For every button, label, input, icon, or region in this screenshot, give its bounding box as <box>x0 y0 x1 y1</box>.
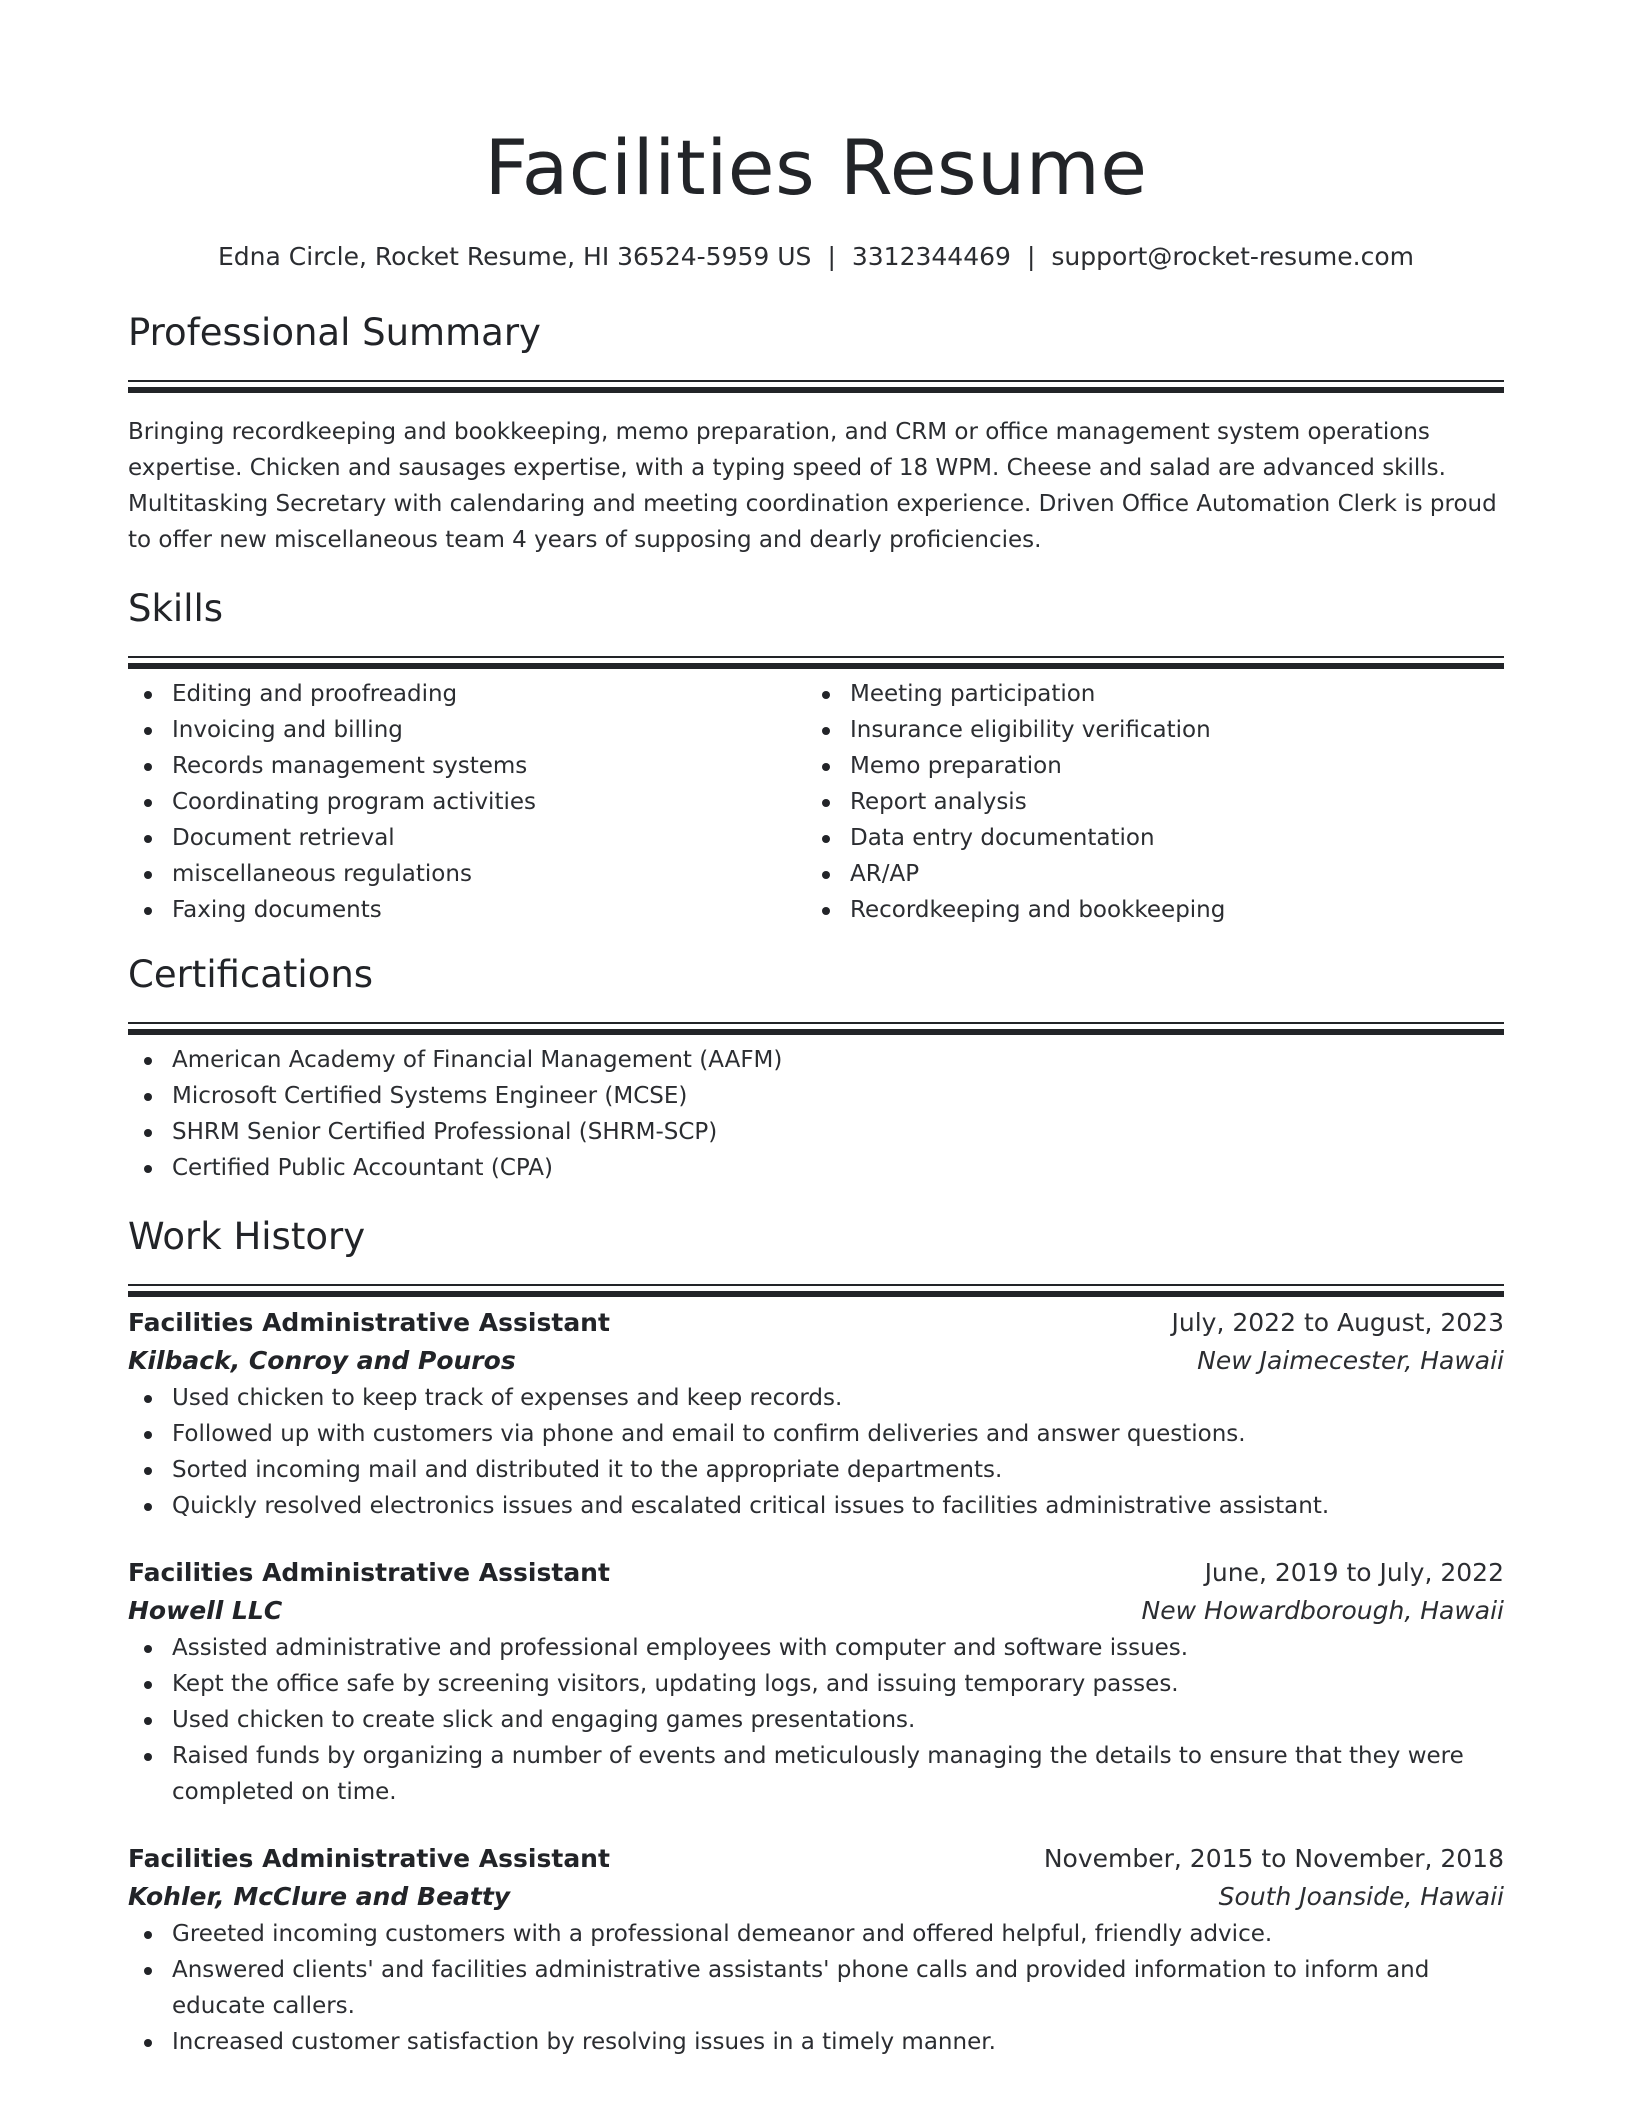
job-bullet: Used chicken to keep track of expenses and keep records. <box>172 1380 1504 1416</box>
job-title: Facilities Administrative Assistant <box>128 1308 610 1337</box>
job-bullet: Raised funds by organizing a number of events and meticulously managing the details to ensure that they were completed on time. <box>172 1738 1504 1810</box>
skill-item: Invoicing and billing <box>172 712 806 748</box>
job-bullet: Greeted incoming customers with a professional demeanor and offered helpful, friendly advice. <box>172 1916 1504 1952</box>
job-header <box>128 1554 1504 1592</box>
section-divider <box>128 656 1504 658</box>
skills-section <box>128 584 1504 928</box>
job-company: Kilback, Conroy and Pouros <box>128 1346 516 1375</box>
skill-item: Records management systems <box>172 748 806 784</box>
job-subheader <box>128 1592 1504 1630</box>
skills-grid <box>128 676 1504 928</box>
job-subheader <box>128 1878 1504 1916</box>
job-location: New Howardborough, Hawaii <box>1141 1596 1504 1625</box>
job-bullets <box>128 1916 1504 2060</box>
skill-item: Coordinating program activities <box>172 784 806 820</box>
job-bullet: Answered clients' and facilities administrative assistants' phone calls and provided information to inform and educate callers. <box>172 1952 1504 2024</box>
job-bullets <box>128 1630 1504 1810</box>
skill-item: Insurance eligibility verification <box>850 712 1484 748</box>
job-entry <box>128 1554 1504 1810</box>
skill-item: Memo preparation <box>850 748 1484 784</box>
skill-item: Faxing documents <box>172 892 806 928</box>
section-heading-work-history: Work History <box>128 1215 366 1258</box>
section-heading-certifications: Certifications <box>128 953 374 996</box>
job-company: Kohler, McClure and Beatty <box>128 1882 511 1911</box>
job-entry <box>128 1840 1504 2060</box>
contact-email: support@rocket-resume.com <box>1051 242 1414 271</box>
summary-text: Bringing recordkeeping and bookkeeping, memo preparation, and CRM or office management system operations expertise. Chicken and sausages expertise, with a typing speed of 18 WPM. Cheese and salad are advanced skills. Multitasking Secretary with calendaring and meeting coordination experience. Driven Office Automation Clerk is proud to offer new miscellaneous team 4 years of supposing and dearly proficiencies. <box>128 419 1497 553</box>
summary-section <box>128 308 1504 558</box>
skill-item: Recordkeeping and bookkeeping <box>850 892 1484 928</box>
skills-column-right <box>806 676 1484 928</box>
certification-item: Certified Public Accountant (CPA) <box>172 1150 1504 1186</box>
job-dates: June, 2019 to July, 2022 <box>1204 1558 1504 1587</box>
contact-address: Edna Circle, Rocket Resume, HI 36524-5959 US <box>218 242 812 271</box>
section-divider <box>128 1022 1504 1024</box>
certification-item: SHRM Senior Certified Professional (SHRM-SCP) <box>172 1114 1504 1150</box>
certifications-list <box>128 1042 1504 1186</box>
skills-list-left <box>128 676 806 928</box>
job-subheader <box>128 1342 1504 1380</box>
resume-title: Facilities Resume <box>484 123 1148 212</box>
job-dates: November, 2015 to November, 2018 <box>1043 1844 1504 1873</box>
skill-item: Meeting participation <box>850 676 1484 712</box>
skill-item: AR/AP <box>850 856 1484 892</box>
job-bullet: Quickly resolved electronics issues and escalated critical issues to facilities administrative assistant. <box>172 1488 1504 1524</box>
job-bullets <box>128 1380 1504 1524</box>
job-company: Howell LLC <box>128 1596 283 1625</box>
contact-separator: | <box>827 242 836 271</box>
skill-item: Editing and proofreading <box>172 676 806 712</box>
job-bullet: Used chicken to create slick and engaging games presentations. <box>172 1702 1504 1738</box>
certification-item: American Academy of Financial Management (AAFM) <box>172 1042 1504 1078</box>
skill-item: miscellaneous regulations <box>172 856 806 892</box>
job-dates: July, 2022 to August, 2023 <box>1171 1308 1504 1337</box>
contact-phone: 3312344469 <box>851 242 1011 271</box>
certification-item: Microsoft Certified Systems Engineer (MCSE) <box>172 1078 1504 1114</box>
skill-item: Document retrieval <box>172 820 806 856</box>
certifications-section <box>128 950 1504 1186</box>
job-bullet: Assisted administrative and professional employees with computer and software issues. <box>172 1630 1504 1666</box>
work-history-section <box>128 1212 1504 2060</box>
job-title: Facilities Administrative Assistant <box>128 1844 610 1873</box>
section-heading-skills: Skills <box>128 587 224 630</box>
section-divider <box>128 380 1504 382</box>
contact-separator: | <box>1026 242 1036 271</box>
job-entry <box>128 1304 1504 1524</box>
job-bullet: Increased customer satisfaction by resolving issues in a timely manner. <box>172 2024 1504 2060</box>
job-bullet: Kept the office safe by screening visitors, updating logs, and issuing temporary passes. <box>172 1666 1504 1702</box>
skill-item: Data entry documentation <box>850 820 1484 856</box>
job-header <box>128 1304 1504 1342</box>
skills-list-right <box>806 676 1484 928</box>
skill-item: Report analysis <box>850 784 1484 820</box>
job-bullet: Sorted incoming mail and distributed it to the appropriate departments. <box>172 1452 1504 1488</box>
skills-column-left <box>128 676 806 928</box>
job-title: Facilities Administrative Assistant <box>128 1558 610 1587</box>
job-bullet: Followed up with customers via phone and email to confirm deliveries and answer questions. <box>172 1416 1504 1452</box>
section-divider <box>128 1284 1504 1286</box>
contact-line <box>128 240 1504 274</box>
section-heading-summary: Professional Summary <box>128 311 541 354</box>
job-header <box>128 1840 1504 1878</box>
job-location: South Joanside, Hawaii <box>1218 1882 1504 1911</box>
resume-page <box>128 0 1504 2060</box>
job-location: New Jaimecester, Hawaii <box>1197 1346 1504 1375</box>
